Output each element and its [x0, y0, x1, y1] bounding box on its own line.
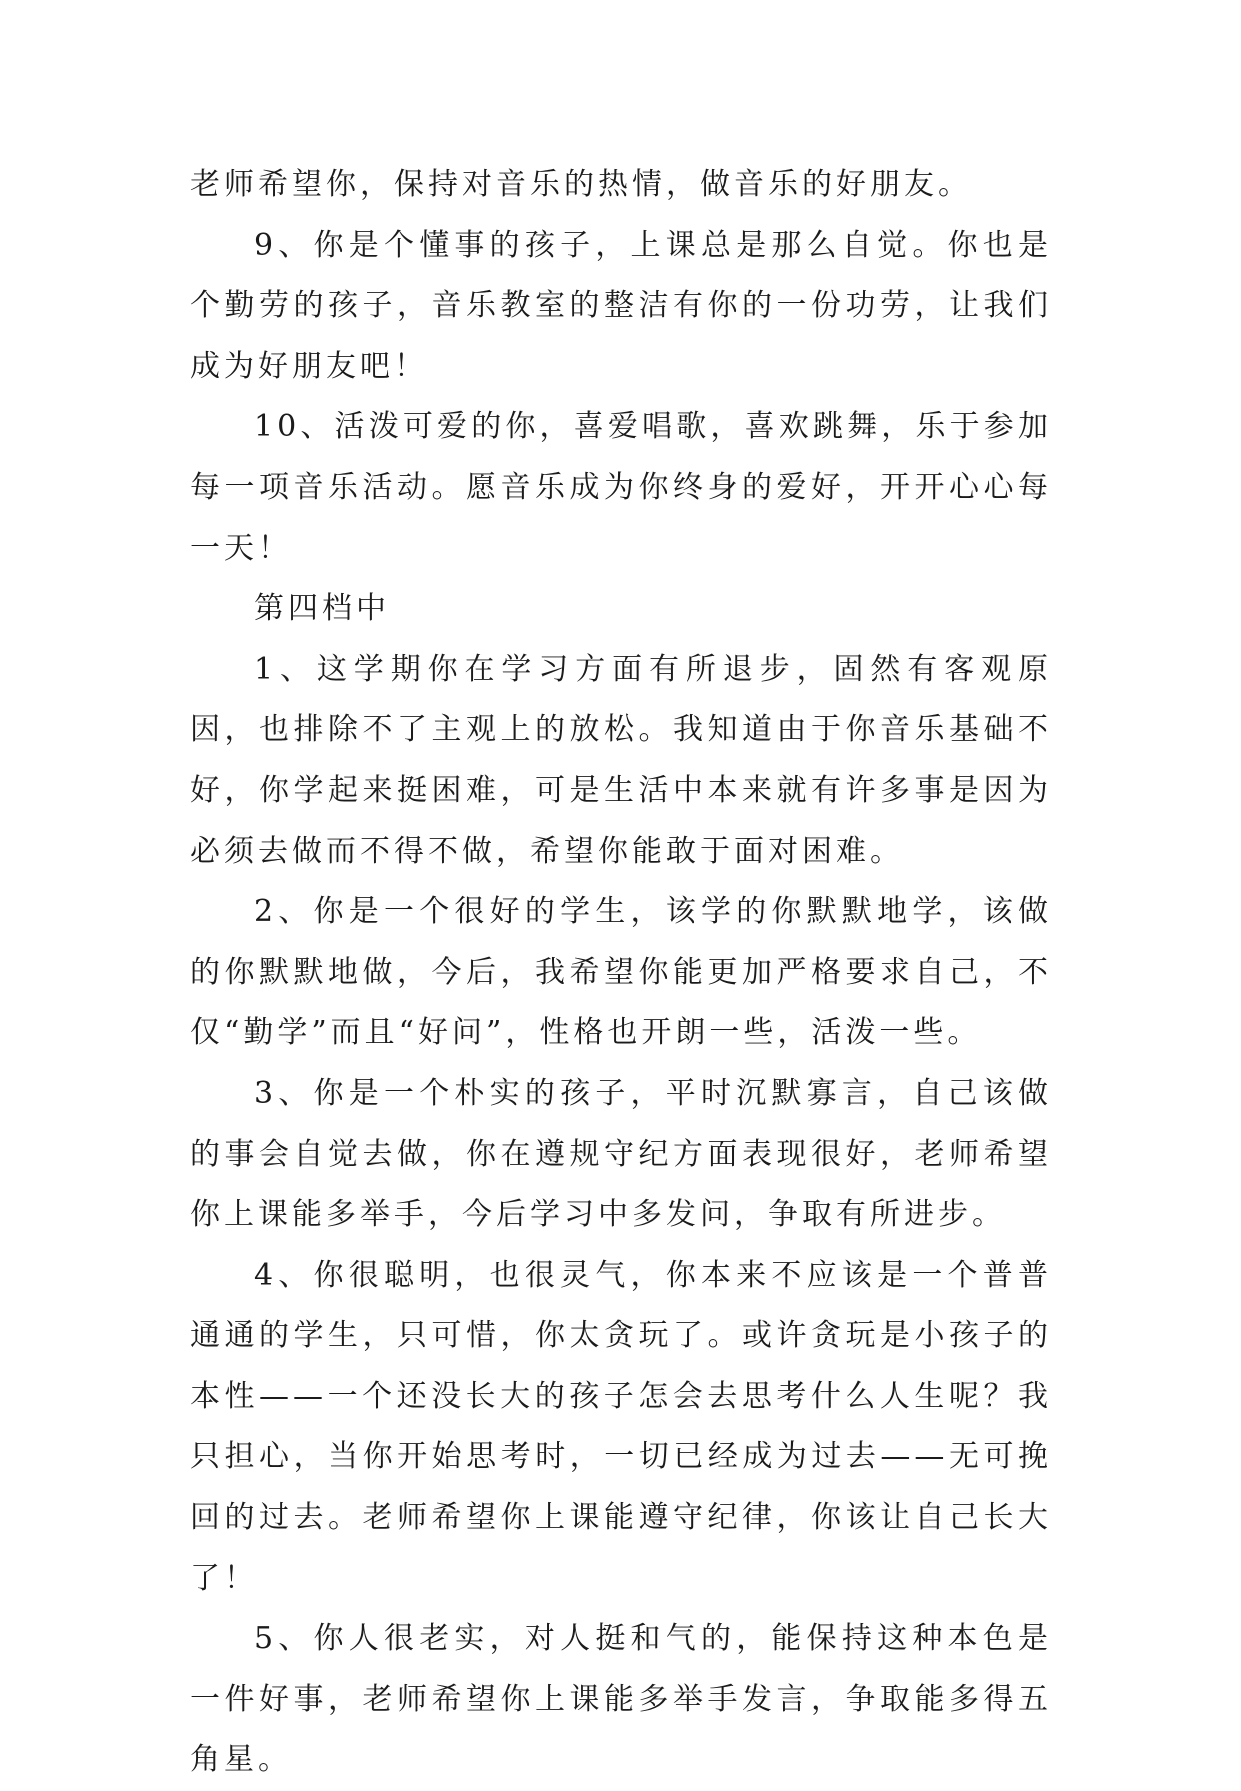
document-page	[190, 155, 1052, 1791]
paragraph-comment-9: 9、你是个懂事的孩子，上课总是那么自觉。你也是个勤劳的孩子，音乐教室的整洁有你的一份功劳，让我们成为好朋友吧！	[190, 227, 1052, 384]
paragraph-comment-2: 2、你是一个很好的学生，该学的你默默地学，该做的你默默地做，今后，我希望你能更加严格要求自己，不仅“勤学”而且“好问”，性格也开朗一些，活泼一些。	[190, 894, 1052, 1051]
paragraph-comment-5: 5、你人很老实，对人挺和气的，能保持这种本色是一件好事，老师希望你上课能多举手发言，争取能多得五角星。	[190, 1621, 1052, 1778]
section-heading: 第四档中	[254, 591, 390, 627]
paragraph-comment-4: 4、你很聪明，也很灵气，你本来不应该是一个普普通通的学生，只可惜，你太贪玩了。或许贪玩是小孩子的本性——一个还没长大的孩子怎会去思考什么人生呢？我只担心，当你开始思考时，一切已经成为过去——无可挽回的过去。老师希望你上课能遵守纪律，你该让自己长大了！	[190, 1257, 1052, 1596]
paragraph-continuation: 老师希望你，保持对音乐的热情，做音乐的好朋友。	[190, 167, 972, 202]
paragraph-comment-3: 3、你是一个朴实的孩子，平时沉默寡言，自己该做的事会自觉去做，你在遵规守纪方面表现很好，老师希望你上课能多举手，今后学习中多发问，争取有所进步。	[190, 1075, 1052, 1233]
paragraph-comment-10: 10、活泼可爱的你，喜爱唱歌，喜欢跳舞，乐于参加每一项音乐活动。愿音乐成为你终身的爱好，开开心心每一天！	[190, 409, 1052, 566]
paragraph-comment-1: 1、这学期你在学习方面有所退步，固然有客观原因，也排除不了主观上的放松。我知道由于你音乐基础不好，你学起来挺困难，可是生活中本来就有许多事是因为必须去做而不得不做，希望你能敢于面对困难。	[190, 651, 1052, 869]
